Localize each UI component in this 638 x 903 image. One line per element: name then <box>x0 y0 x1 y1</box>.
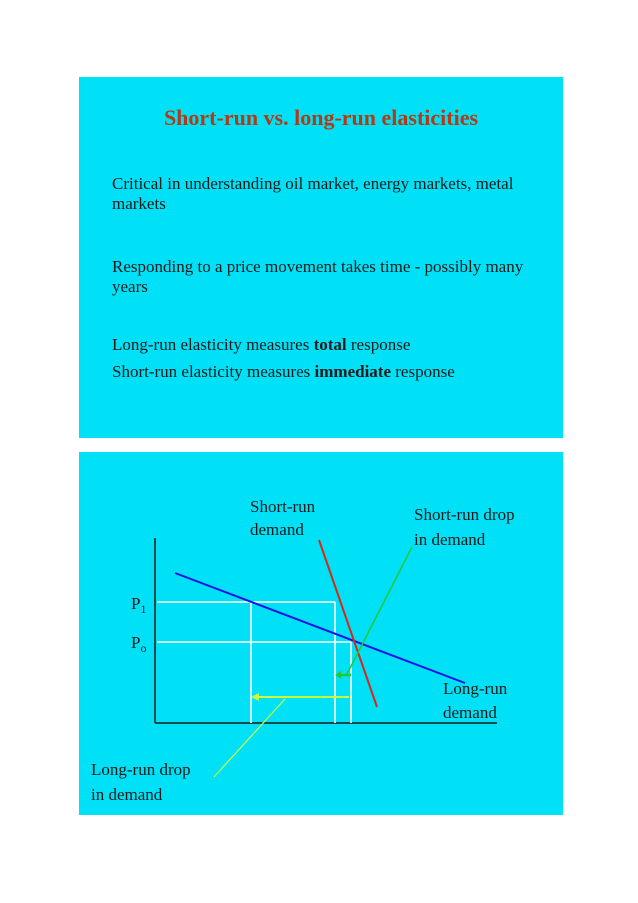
slide-title: Short-run vs. long-run elasticities <box>163 105 479 130</box>
label-price-p0 <box>131 633 146 655</box>
label-short-run-demand: demand <box>250 520 304 539</box>
short-run-demand-line <box>319 540 377 707</box>
bullet-text: Long-run elasticity measures <box>112 335 314 354</box>
p1-letter: P <box>131 594 141 613</box>
label-long-run-drop: in demand <box>91 785 163 804</box>
guide-lines <box>157 602 351 723</box>
bullet-text: Short-run elasticity measures <box>112 362 315 381</box>
long-run-drop-pointer <box>214 699 285 777</box>
label-long-run-drop: Long-run drop <box>91 760 191 779</box>
label-short-run-drop: in demand <box>414 530 486 549</box>
bullet-long-run-elasticity <box>112 335 542 355</box>
bullet-text: response <box>346 335 411 354</box>
p0-letter: P <box>131 633 141 652</box>
label-short-run-drop: Short-run drop <box>414 505 515 524</box>
label-price-p1 <box>131 594 146 616</box>
p0-subscript: o <box>140 641 147 655</box>
bullet-short-run-elasticity <box>112 362 542 382</box>
bullet-emphasis: immediate <box>314 362 392 381</box>
label-long-run-demand: demand <box>443 703 497 722</box>
arrowhead-icon <box>251 693 259 701</box>
slide-demand-diagram <box>79 452 563 815</box>
bullet-emphasis: total <box>313 335 347 354</box>
short-run-drop-pointer <box>347 547 412 674</box>
slide-elasticities-text <box>79 77 563 438</box>
arrowhead-icon <box>335 671 341 679</box>
label-short-run-demand: Short-run <box>250 497 316 516</box>
p1-subscript: 1 <box>140 602 147 616</box>
bullet-oil-markets: Critical in understanding oil market, energy markets, metal markets <box>112 174 514 213</box>
demand-diagram <box>79 452 563 815</box>
label-long-run-demand: Long-run <box>443 679 508 698</box>
bullet-response-time: Responding to a price movement takes time - possibly many years <box>112 257 524 296</box>
bullet-text: response <box>391 362 455 381</box>
long-run-demand-line <box>175 573 465 683</box>
